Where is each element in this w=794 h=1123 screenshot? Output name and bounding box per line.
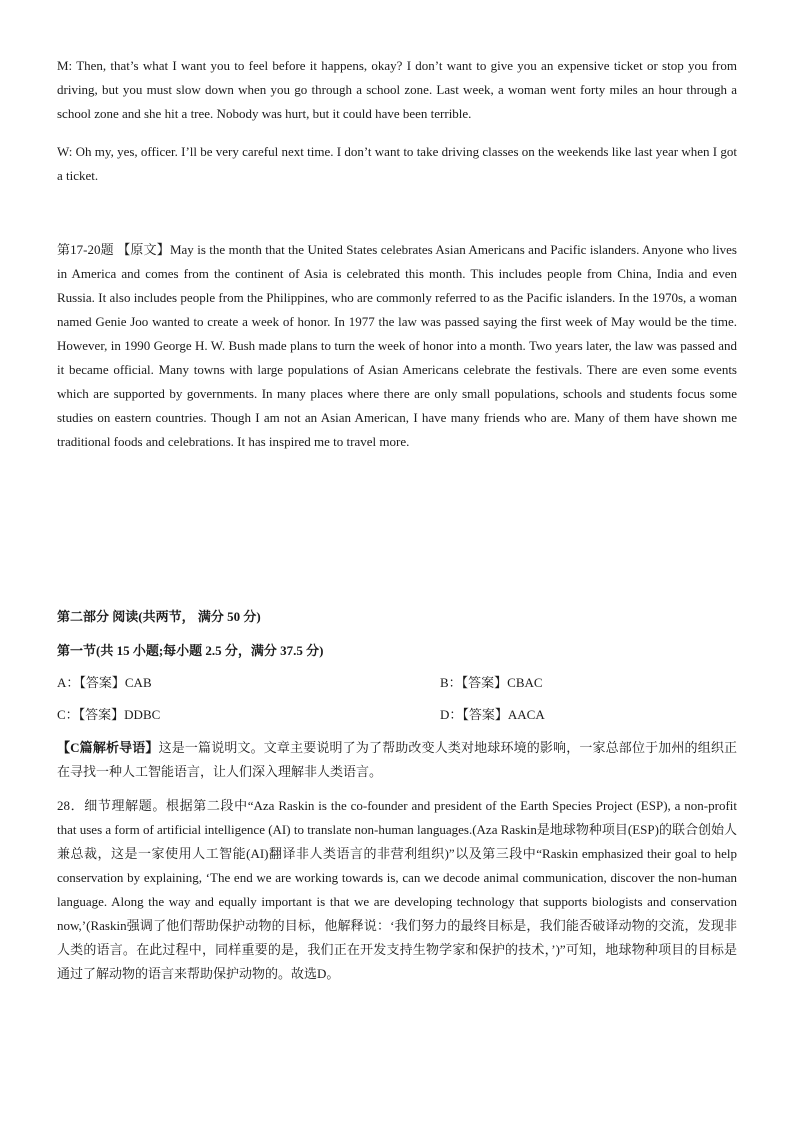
answer-d (440, 704, 737, 726)
answer-d-label: D：【答案】 (440, 707, 508, 722)
answer-a-label: A：【答案】 (57, 675, 125, 690)
dialogue-paragraph-2: W: Oh my, yes, officer. I’ll be very careful next time. I don’t want to take driving classes on the weekends like last year when I got a ticket. (57, 144, 737, 183)
answer-d-value: AACA (507, 707, 545, 722)
question-28-explanation: 28．细节理解题。根据第二段中“Aza Raskin is the co-founder and president of the Earth Species Project (ESP), a non-profit that uses a form of artificial intelligence (AI) to translate non-human languages.(Aza Raskin是地球物种项目(ESP)的联合创始人兼总裁，这是一家使用人工智能(AI)翻译非人类语言的非营利组织)”以及第三段中“Raskin emphasized their goal to help conservation by explaining, ‘The end we are working towards is, can we decode animal communication, discover the non-human language. Along the way and equally important is that we are developing technology that supports biologists and conservation now,’(Raskin强调了他们帮助保护动物的目标，他解释说：‘我们努力的最终目标是，我们能否破译动物的交流，发现非人类的语言。在此过程中，同样重要的是，我们正在开发支持生物学家和保护的技术，’)”可知，地球物种项目的目标是通过了解动物的语言来帮助保护动物的。故选D。 (57, 798, 737, 981)
reading-part-title: 第二部分 阅读(共两节， 满分 50 分) (57, 609, 261, 624)
document-page (57, 54, 737, 986)
answer-b-label: B：【答案】 (440, 675, 508, 690)
dialogue-paragraph-1: M: Then, that’s what I want you to feel before it happens, okay? I don’t want to give you an expensive ticket or stop you from driving, but you must slow down when you go through a school zone. Last week, a woman went forty miles an hour through a school zone and she hit a tree. Nobody was hurt, but it could have been terrible. (57, 58, 737, 121)
answer-row-1 (57, 672, 737, 694)
answer-a (57, 672, 440, 694)
transcript-paragraph (57, 238, 737, 454)
answer-b (440, 672, 737, 694)
reading-section-title: 第一节(共 15 小题;每小题 2.5 分，满分 37.5 分) (57, 643, 324, 658)
transcript-label: 第17-20题 【原文】 (57, 242, 170, 257)
c-intro-text: 这是一篇说明文。文章主要说明了为了帮助改变人类对地球环境的影响，一家总部位于加州的组织正在寻找一种人工智能语言，让人们深入理解非人类语言。 (57, 740, 737, 779)
answer-c (57, 704, 440, 726)
answer-b-value: CBAC (507, 675, 543, 690)
c-passage-intro (57, 736, 737, 784)
answer-row-2 (57, 704, 737, 726)
answer-c-value: DDBC (124, 707, 161, 722)
answer-c-label: C：【答案】 (57, 707, 125, 722)
answer-a-value: CAB (124, 675, 152, 690)
c-intro-label: 【C篇解析导语】 (57, 740, 159, 755)
transcript-text: May is the month that the United States celebrates Asian Americans and Pacific islanders. Anyone who lives in America and comes from the continent of Asia is celebrated this month. This includes people from China, India and even Russia. It also includes people from the Philippines, who are commonly referred to as the Pacific islanders. In the 1970s, a woman named Genie Joo wanted to create a week of honor. In 1977 the law was passed saying the first week of May would be the time. However, in 1990 George H. W. Bush made plans to turn the week of honor into a month. Two years later, the law was passed and it became official. Many towns with large populations of Asian Americans celebrate the festivals. There are even some events which are supported by governments. In many places where there are only small populations, schools and students focus some studies on eastern countries. Though I am not an Asian American, I have many friends who are. Many of them have shown me traditional foods and celebrations. It has inspired me to travel more. (57, 242, 737, 449)
